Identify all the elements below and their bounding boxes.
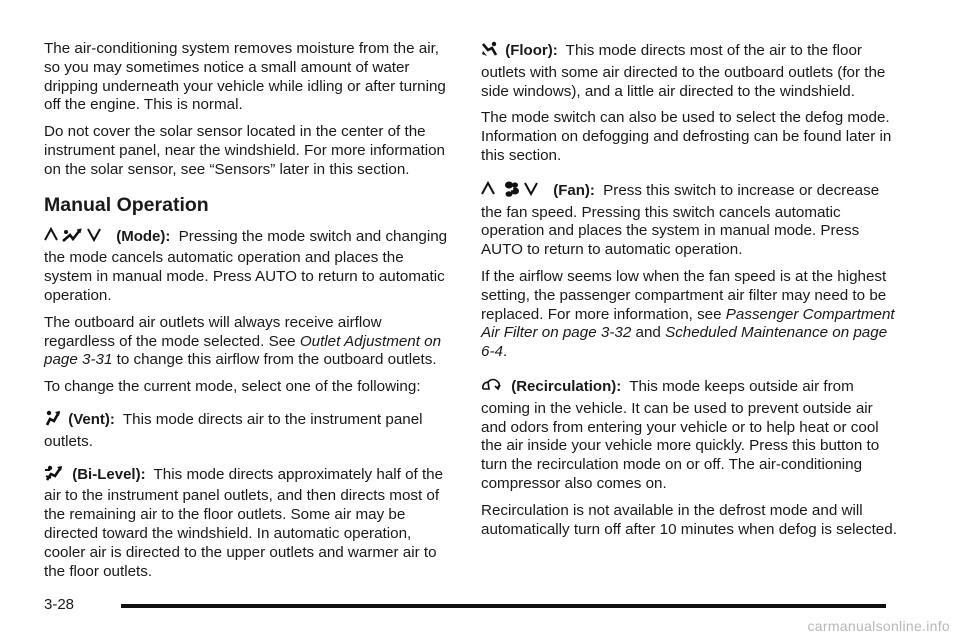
mode-label: (Mode): — [116, 227, 171, 245]
vent-mode-icon — [44, 409, 62, 433]
footer-rule — [121, 604, 886, 608]
recirculation-paragraph — [481, 376, 901, 494]
left-column — [44, 40, 454, 589]
floor-label: (Floor): — [505, 42, 558, 59]
air-filter-paragraph — [481, 268, 901, 362]
fan-label: (Fan): — [553, 181, 595, 199]
watermark: carmanualsonline.info — [807, 618, 950, 634]
outboard-text-post: to change this airflow from the outboard outlets. — [112, 351, 437, 369]
mode-paragraph — [44, 226, 454, 306]
fan-icon — [481, 180, 547, 204]
page-number: 3-28 — [44, 596, 75, 613]
right-column — [481, 40, 901, 547]
bilevel-text: This mode directs approximately half of the air to the instrument panel outlets, and then directs most of the remaining air to the floor outlets. Some air may be directed toward the windshield. In automatic operation, cooler air is directed to the upper outlets and warmer air to the floor outlets. — [44, 465, 444, 580]
bilevel-label: (Bi-Level): — [72, 465, 146, 483]
vent-paragraph — [44, 409, 454, 452]
recirculation-text: This mode keeps outside air from coming in the vehicle. It can be used to prevent outside air and odors from entering your vehicle or to help heat or cool the air inside your vehicle more quickly. Press this button to turn the recirculation mode on or off. The air-conditioning compressor also comes on. — [481, 377, 880, 492]
floor-paragraph — [481, 40, 901, 101]
filter-text-mid: and — [631, 324, 666, 342]
vent-text: This mode directs air to the instrument panel outlets. — [44, 410, 423, 450]
bilevel-paragraph — [44, 464, 454, 582]
outboard-paragraph — [44, 314, 454, 370]
mode-text: Pressing the mode switch and changing the mode cancels automatic operation and places the system in manual mode. Press AUTO to return to automatic operation. — [44, 227, 448, 304]
mode-switch-icon — [44, 226, 110, 250]
recirculation-note: Recirculation is not available in the defrost mode and will automatically turn off after 10 minutes when defog is selected. — [481, 501, 897, 538]
fan-paragraph — [481, 180, 901, 260]
floor-text: This mode directs most of the air to the floor outlets with some air directed to the outboard outlets (for the side windows), and a little air directed to the windshield. — [481, 42, 886, 100]
vent-label: (Vent): — [68, 410, 115, 428]
fan-text: Press this switch to increase or decrease the fan speed. Pressing this switch cancels automatic operation and places the system in manual mode. Press AUTO to return to automatic operation. — [481, 181, 880, 259]
recirculation-label: (Recirculation): — [511, 377, 622, 395]
ac-moisture-paragraph: The air-conditioning system removes moisture from the air, so you may sometimes notice a small amount of water dripping underneath your vehicle while idling or after turning off the engine. This is normal. — [44, 40, 446, 114]
filter-text-post: . — [502, 343, 508, 361]
select-mode-paragraph: To change the current mode, select one of the following: — [44, 378, 421, 396]
filter-text-pre: If the airflow seems low when the fan speed is at the highest setting, the passenger compartment air filter may need to be replaced. For more information, see — [481, 267, 887, 323]
outboard-text-pre: The outboard air outlets will always receive airflow regardless of the mode selected. See — [44, 313, 382, 350]
solar-sensor-paragraph: Do not cover the solar sensor located in the center of the instrument panel, near the windshield. For more information on the solar sensor, see “Sensors” later in this section. — [44, 123, 445, 178]
defog-paragraph: The mode switch can also be used to select the defog mode. Information on defogging and defrosting can be found later in this section. — [481, 109, 892, 164]
scheduled-maintenance-link[interactable]: Scheduled Maintenance on page 6-4 — [481, 324, 888, 361]
floor-mode-icon — [481, 40, 499, 64]
recirculation-icon — [481, 376, 505, 400]
bi-level-mode-icon — [44, 464, 66, 488]
manual-operation-heading: Manual Operation — [44, 193, 209, 216]
air-filter-link[interactable]: Passenger Compartment Air Filter on page 3-32 — [481, 305, 895, 342]
outlet-adjustment-link[interactable]: Outlet Adjustment on page 3-31 — [44, 332, 442, 369]
